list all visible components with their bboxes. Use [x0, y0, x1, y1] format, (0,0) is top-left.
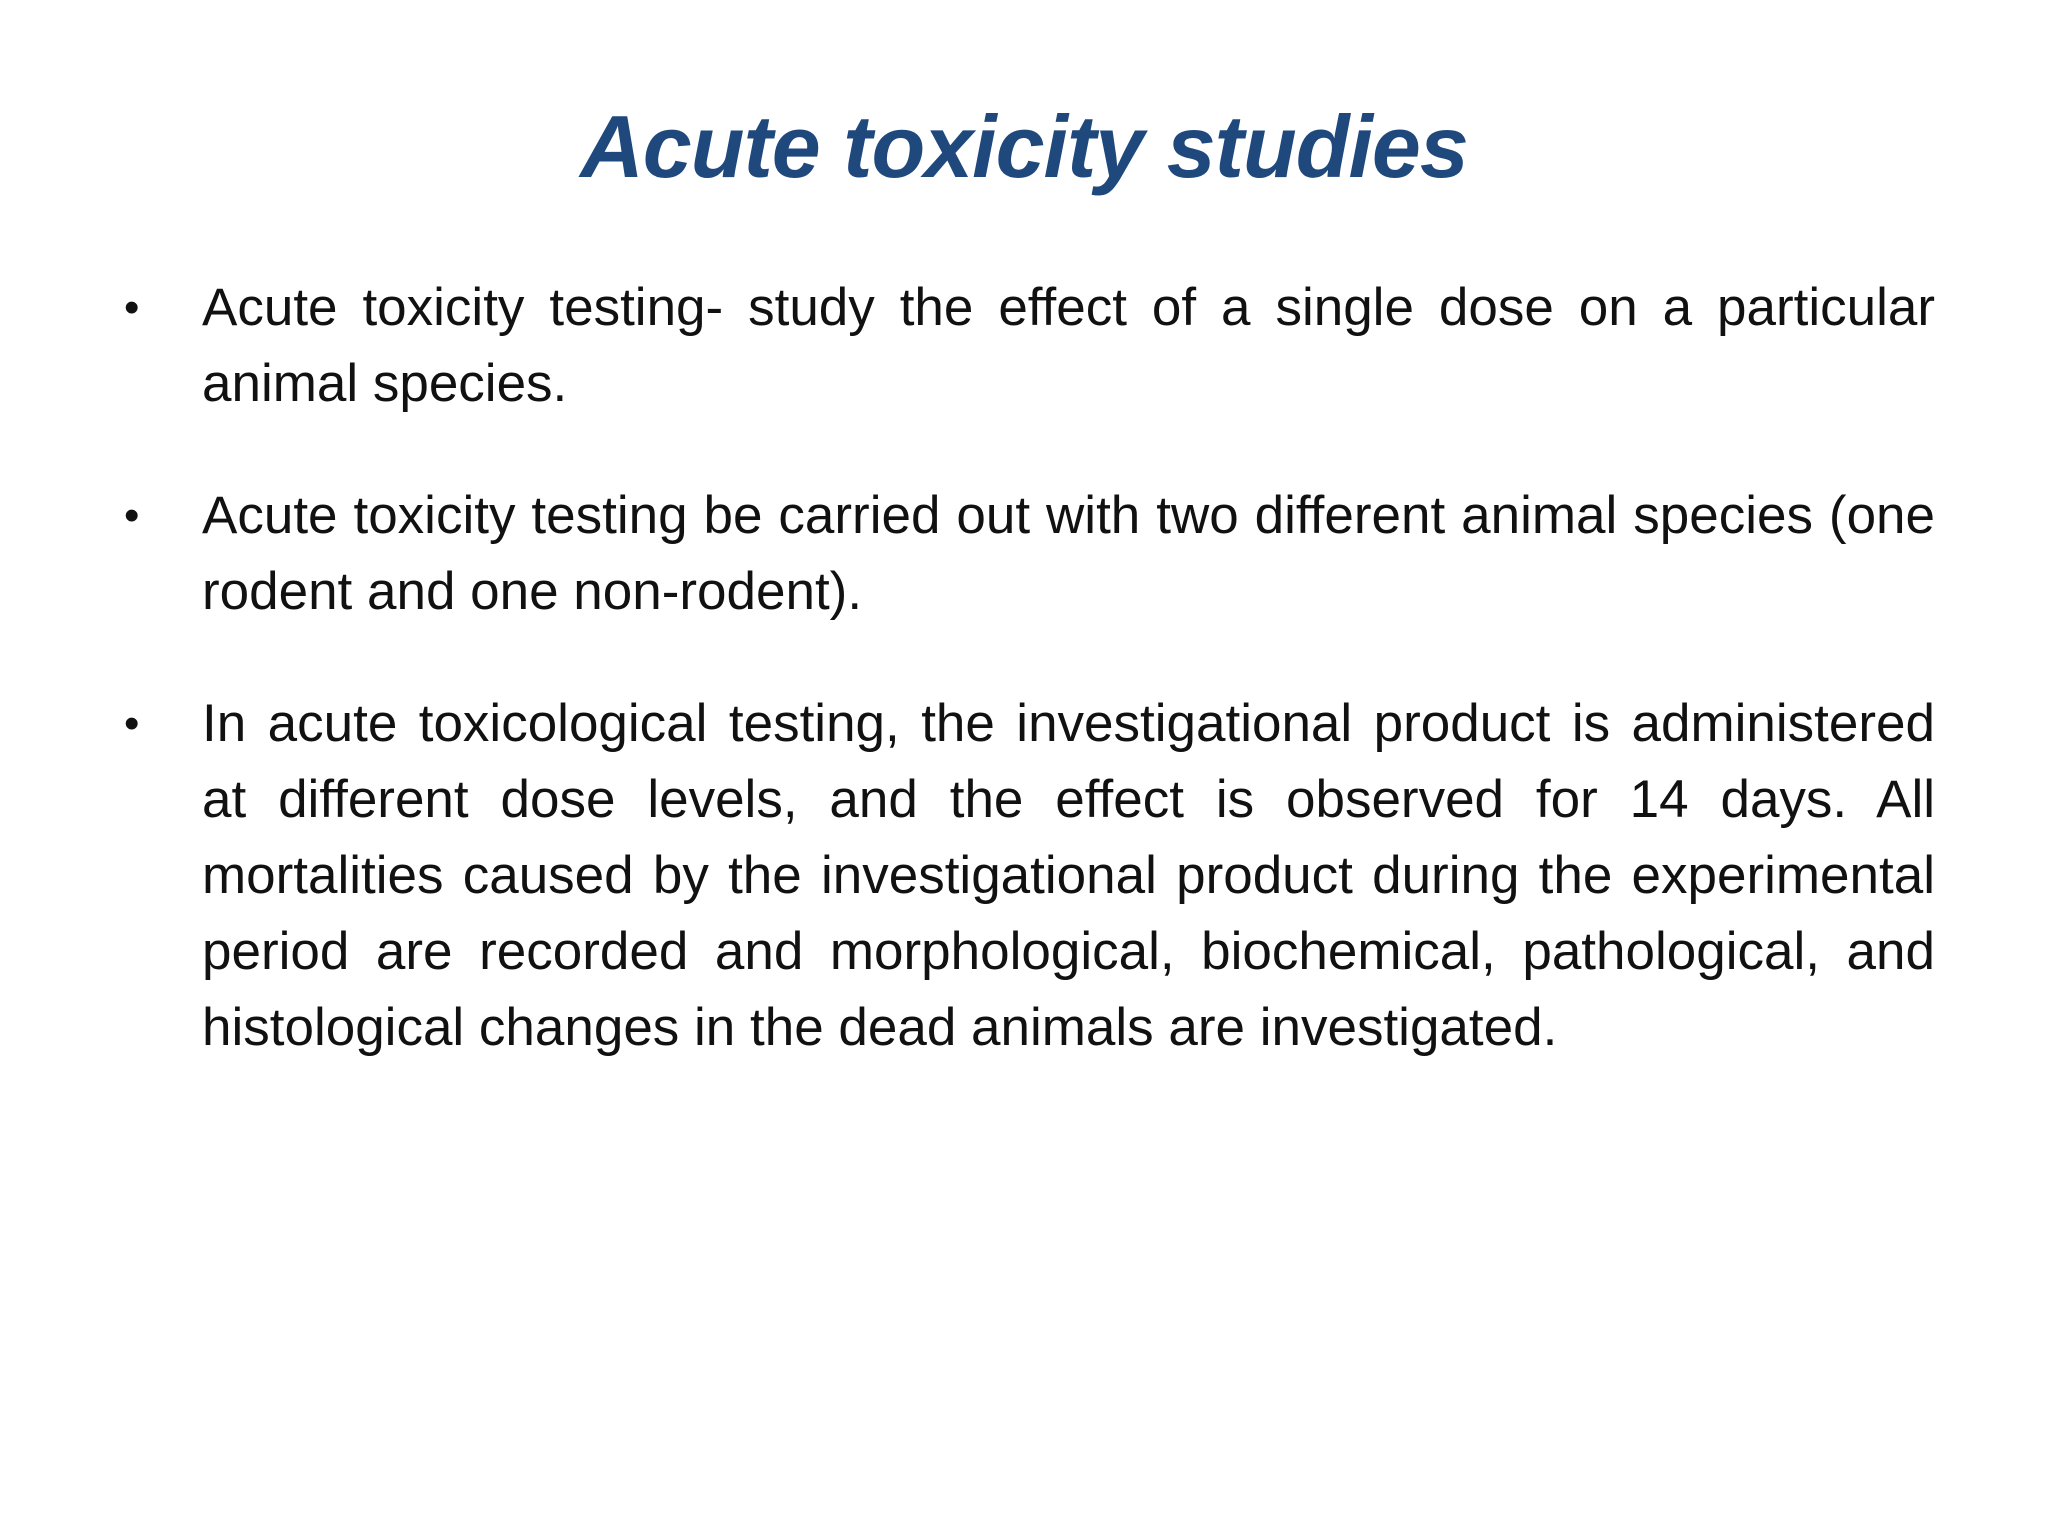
bullet-list: [120, 270, 1935, 1122]
bullet-icon: •: [124, 491, 140, 540]
slide-title: Acute toxicity studies: [580, 97, 1468, 196]
bullet-text: Acute toxicity testing be carried out with two different animal species (one rodent and one non-rodent).: [202, 486, 1935, 621]
bullet-item: [120, 686, 1935, 1066]
bullet-icon: •: [124, 283, 140, 332]
bullet-item: [120, 270, 1935, 422]
bullet-text: In acute toxicological testing, the investigational product is administered at different dose levels, and the effect is observed for 14 days. All mortalities caused by the investigational product during the experimental period are recorded and morphological, biochemical, pathological, and histological changes in the dead animals are investigated.: [202, 694, 1935, 1057]
bullet-item: [120, 478, 1935, 630]
bullet-text: Acute toxicity testing- study the effect of a single dose on a particular animal species.: [202, 278, 1935, 413]
bullet-icon: •: [124, 699, 140, 748]
